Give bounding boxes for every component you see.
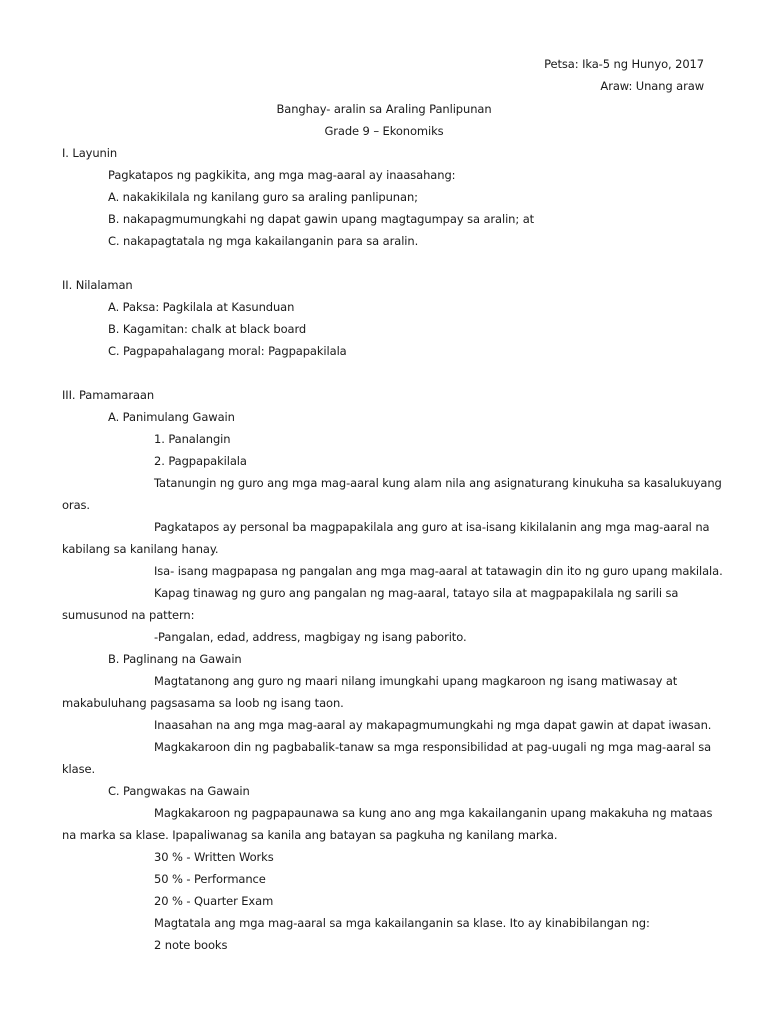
paragraph-line: kabilang sa kanilang hanay. <box>62 542 219 556</box>
pattern-line: -Pangalan, edad, address, magbigay ng isang paborito. <box>154 630 467 644</box>
paragraph-line: oras. <box>62 498 90 512</box>
paragraph-line: Magtatanong ang guro ng maari nilang imungkahi upang magkaroon ng isang matiwasay at <box>154 674 678 688</box>
layunin-intro: Pagkatapos ng pagkikita, ang mga mag-aaral ay inaasahang: <box>108 168 456 182</box>
section-heading-nilalaman: II. Nilalaman <box>62 278 133 292</box>
document-title: Banghay- aralin sa Araling Panlipunan <box>276 102 492 116</box>
nilalaman-item: C. Pagpapahalagang moral: Pagpapakilala <box>108 344 347 358</box>
date-line: Petsa: Ika-5 ng Hunyo, 2017 <box>544 57 704 71</box>
subheading-pangwakas-na-gawain: C. Pangwakas na Gawain <box>108 784 250 798</box>
nilalaman-item: A. Paksa: Pagkilala at Kasunduan <box>108 300 295 314</box>
section-heading-layunin: I. Layunin <box>62 146 118 160</box>
section-heading-pamamaraan: III. Pamamaraan <box>62 388 155 402</box>
paragraph-line: Isa- isang magpapasa ng pangalan ang mga mag-aaral at tatawagin din ito ng guro upang makilala. <box>154 564 723 578</box>
day-line: Araw: Unang araw <box>600 79 704 93</box>
paragraph-line: Kapag tinawag ng guro ang pangalan ng mag-aaral, tatayo sila at magpapakilala ng sarili sa <box>154 586 679 600</box>
document-subtitle: Grade 9 – Ekonomiks <box>324 124 444 138</box>
paragraph-line: klase. <box>62 762 96 776</box>
subheading-panimulang-gawain: A. Panimulang Gawain <box>108 410 235 424</box>
paragraph-line: sumusunod na pattern: <box>62 608 195 622</box>
grade-item: 20 % - Quarter Exam <box>154 894 274 908</box>
paragraph-line: Magtatala ang mga mag-aaral sa mga kakailanganin sa klase. Ito ay kinabibilangan ng: <box>154 916 650 930</box>
paragraph-line: na marka sa klase. Ipapaliwanag sa kanila ang batayan sa pagkuha ng kanilang marka. <box>62 828 558 842</box>
layunin-item: C. nakapagtatala ng mga kakailanganin para sa aralin. <box>108 234 419 248</box>
step-panalangin: 1. Panalangin <box>154 432 231 446</box>
paragraph-line: makabuluhang pagsasama sa loob ng isang taon. <box>62 696 344 710</box>
layunin-item: B. nakapagmumungkahi ng dapat gawin upang magtagumpay sa aralin; at <box>108 212 535 226</box>
paragraph-line: Magkakaroon din ng pagbabalik-tanaw sa mga responsibilidad at pag-uugali ng mga mag-aaral sa <box>154 740 712 754</box>
list-item: 2 note books <box>154 938 228 952</box>
grade-item: 50 % - Performance <box>154 872 266 886</box>
nilalaman-item: B. Kagamitan: chalk at black board <box>108 322 307 336</box>
paragraph-line: Magkakaroon ng pagpapaunawa sa kung ano ang mga kakailanganin upang makakuha ng mataas <box>154 806 713 820</box>
layunin-item: A. nakakikilala ng kanilang guro sa araling panlipunan; <box>108 190 418 204</box>
paragraph-line: Tatanungin ng guro ang mga mag-aaral kung alam nila ang asignaturang kinukuha sa kasalukuyang <box>154 476 722 490</box>
paragraph-line: Pagkatapos ay personal ba magpapakilala ang guro at isa-isang kikilalanin ang mga mag-aaral na <box>154 520 710 534</box>
step-pagpapakilala: 2. Pagpapakilala <box>154 454 247 468</box>
subheading-paglinang-na-gawain: B. Paglinang na Gawain <box>108 652 242 666</box>
paragraph-line: Inaasahan na ang mga mag-aaral ay makapagmumungkahi ng mga dapat gawin at dapat iwasan. <box>154 718 712 732</box>
grade-item: 30 % - Written Works <box>154 850 274 864</box>
